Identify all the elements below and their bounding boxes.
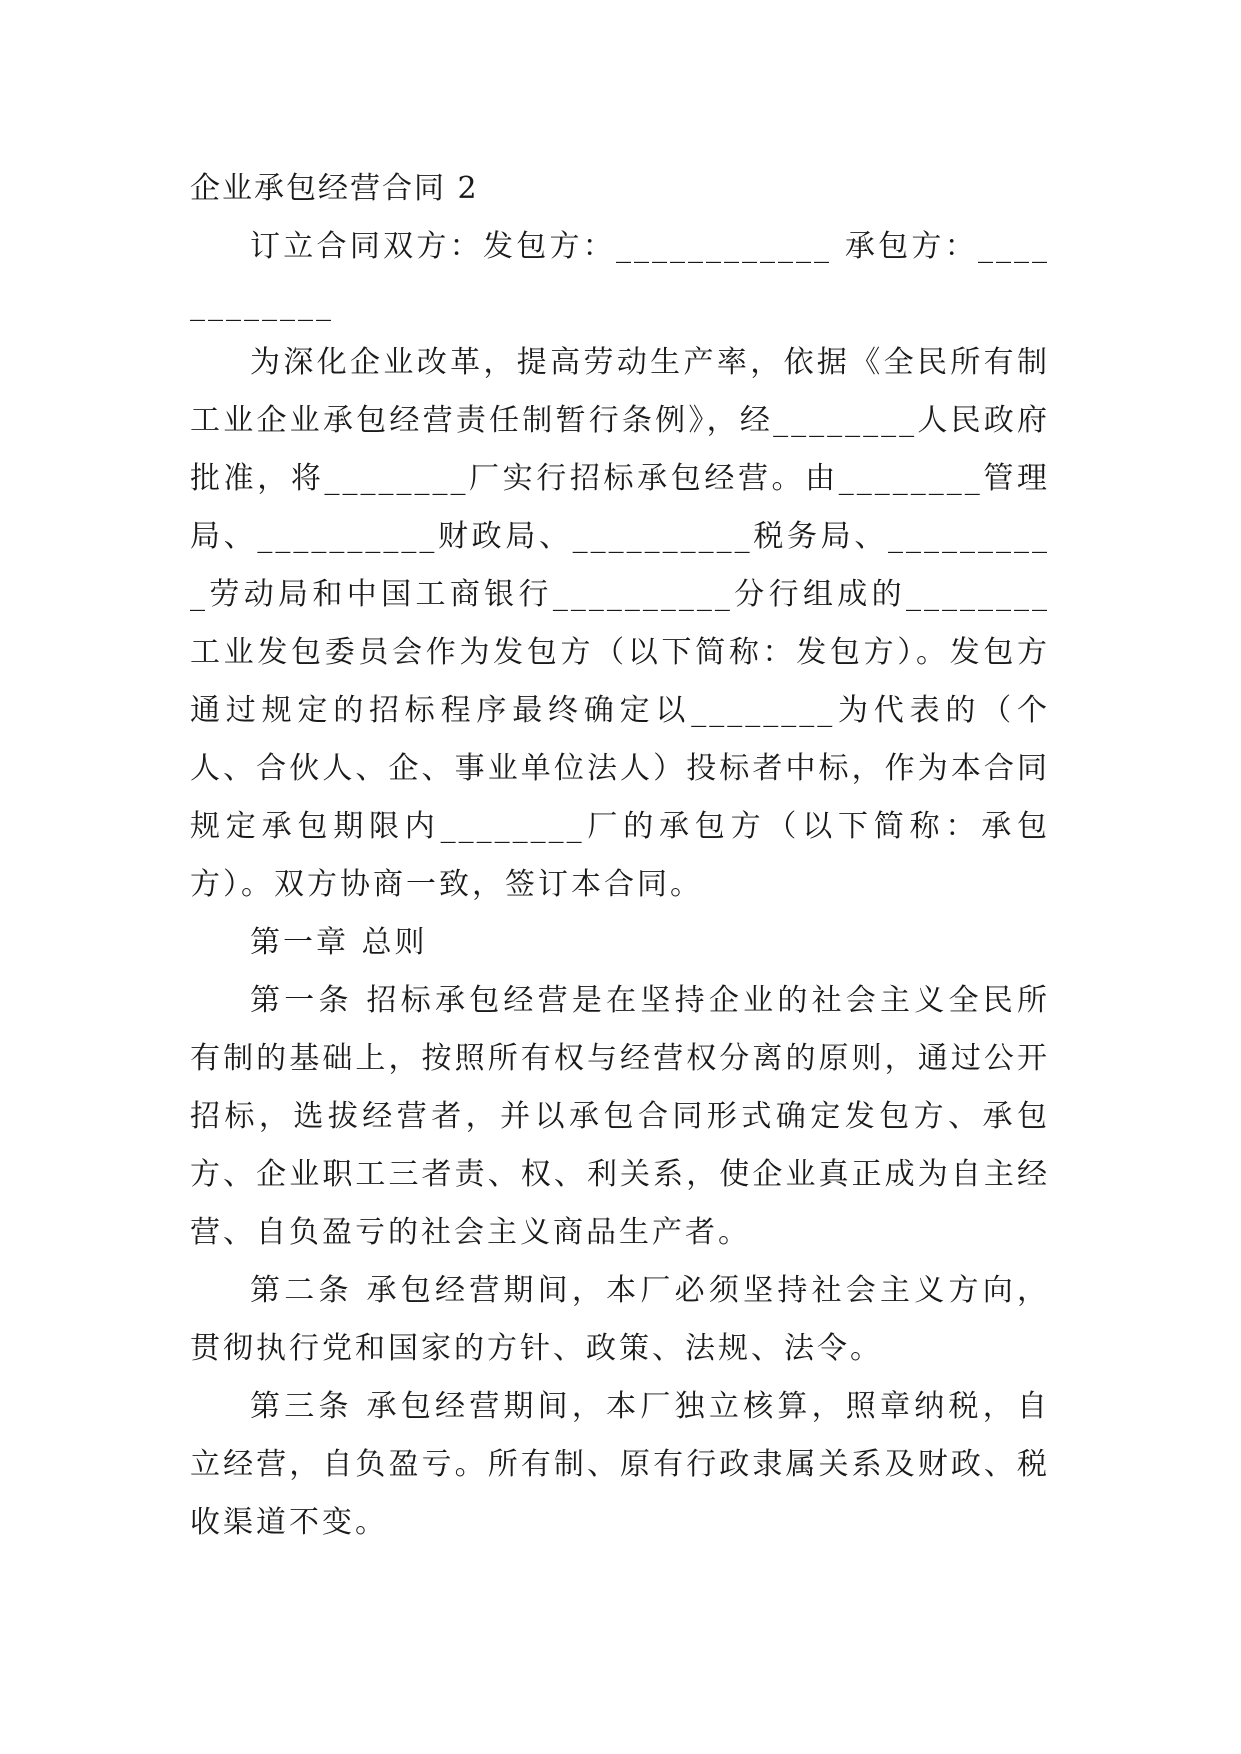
preamble-paragraph: 为深化企业改革，提高劳动生产率，依据《全民所有制工业企业承包经营责任制暂行条例》，经________人民政府批准，将________厂实行招标承包经营。由________管理局、__________财政局、__________税务局、__________劳动局和中国工商银行__________分行组成的________工业发包委员会作为发包方（以下简称：发包方）。发包方通过规定的招标程序最终确定以________为代表的（个人、合伙人、企、事业单位法人）投标者中标，作为本合同规定承包期限内________厂的承包方（以下简称：承包方）。双方协商一致，签订本合同。 — [190, 345, 1050, 902]
document-title: 企业承包经营合同 2 — [190, 171, 479, 206]
chapter-heading: 第一章 总则 — [250, 925, 428, 960]
document-body — [190, 160, 1050, 1552]
article-3: 第三条 承包经营期间，本厂独立核算，照章纳税，自立经营，自负盈亏。所有制、原有行政隶属关系及财政、税收渠道不变。 — [190, 1389, 1050, 1540]
article-2: 第二条 承包经营期间，本厂必须坚持社会主义方向，贯彻执行党和国家的方针、政策、法规、法令。 — [190, 1273, 1050, 1366]
parties-line: 订立合同双方：发包方：____________ 承包方：____________ — [190, 229, 1050, 322]
article-1: 第一条 招标承包经营是在坚持企业的社会主义全民所有制的基础上，按照所有权与经营权分离的原则，通过公开招标，选拔经营者，并以承包合同形式确定发包方、承包方、企业职工三者责、权、利关系，使企业真正成为自主经营、自负盈亏的社会主义商品生产者。 — [190, 983, 1050, 1250]
